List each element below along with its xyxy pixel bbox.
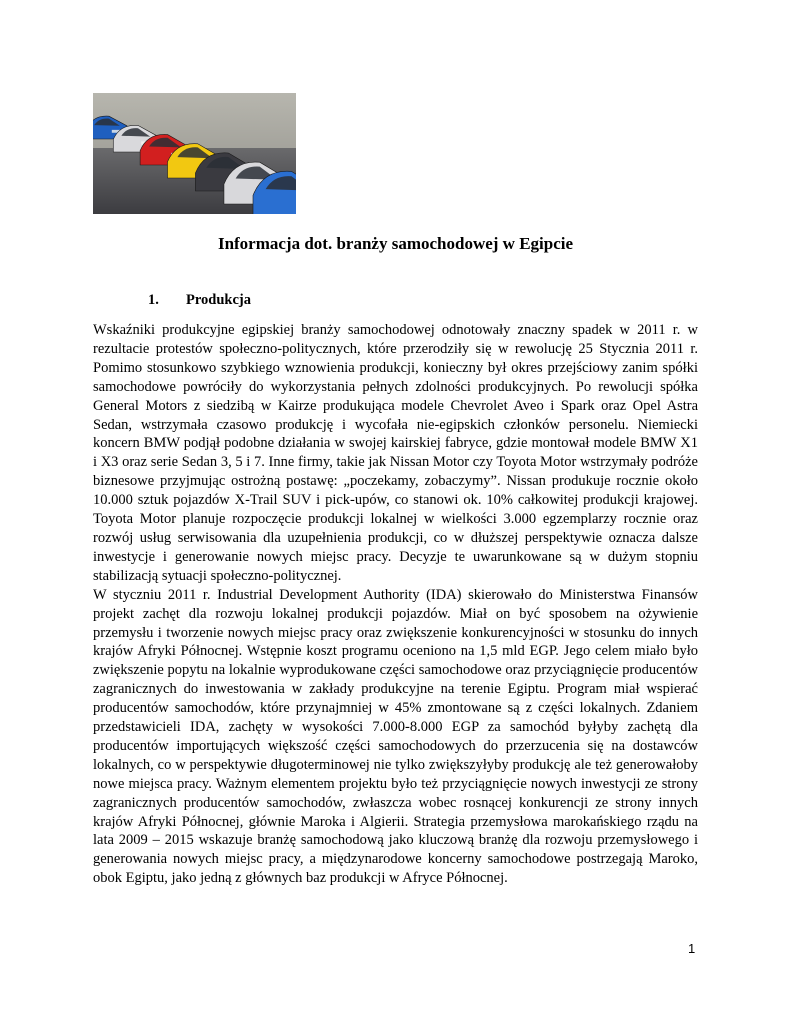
section-heading — [148, 290, 251, 310]
paragraph: W styczniu 2011 r. Industrial Development Authority (IDA) skierowało do Ministerstwa Finansów projekt zachęt dla rozwoju lokalnej produkcji pojazdów. Miał on być sposobem na ożywienie przemysłu i tworzenie nowych miejsc pracy oraz zwiększenie konkurencyjności w stosunku do innych krajów Afryki Północnej. Wstępnie koszt programu oceniono na 1,5 mld EGP. Jego celem miało było zwiększenie popytu na lokalnie wyprodukowane części samochodowe oraz przyciągnięcie producentów zagranicznych do inwestowania w zakłady produkcyjne na terenie Egiptu. Program miał wspierać producentów samochodów, które przynajmniej w 45% zmontowane są z części lokalnych. Zdaniem przedstawicieli IDA, zachęty w wysokości 7.000-8.000 EGP za samochód byłyby zachętą dla producentów importujących większość części samochodowych do przerzucenia się na dostawców lokalnych, co w perspektywie długoterminowej nie tylko zwiększyłyby produkcję ale też generowałoby nowe miejsca pracy. Ważnym elementem projektu było też przyciągnięcie nowych inwestycji ze strony zagranicznych producentów samochodów, zwłaszcza wobec rosnącej konkurencji ze strony innych krajów Afryki Północnej, głównie Maroka i Algierii. Strategia przemysłowa marokańskiego rządu na lata 2009 – 2015 wskazuje branżę samochodową jako kluczową branżę dla rozwoju przemysłowego i generowania nowych miejsc pracy, a międzynarodowe koncerny samochodowe postrzegają Maroko, obok Egiptu, jako jedną z głównych baz produkcji w Afryce Północnej. — [93, 586, 698, 887]
parked-cars-photo — [93, 93, 296, 214]
page-number: 1 — [688, 941, 696, 956]
paragraph: Wskaźniki produkcyjne egipskiej branży samochodowej odnotowały znaczny spadek w 2011 r. w rezultacie protestów społeczno-politycznych, które przerodziły się w rewolucję 25 Stycznia 2011 r. Pomimo stosunkowo szybkiego wznowienia produkcji, konieczny był okres przejściowy zanim spółki samochodowe powróciły do wykorzystania pełnych zdolności produkcyjnych. Po rewolucji spółka General Motors z siedzibą w Kairze produkująca modele Chevrolet Aveo i Spark oraz Opel Astra Sedan, wstrzymała czasowo produkcję i wycofała nie-egipskich członków personelu. Niemiecki koncern BMW podjął podobne działania w swojej kairskiej fabryce, gdzie montował modele BMW X1 i X3 oraz serie Sedan 3, 5 i 7. Inne firmy, takie jak Nissan Motor czy Toyota Motor wstrzymały podróże biznesowe przyjmując ostrożną postawę: „poczekamy, zobaczymy”. Nissan produkuje rocznie około 10.000 sztuk pojazdów X-Trail SUV i pick-upów, co stanowi ok. 10% całkowitej produkcji krajowej. Toyota Motor planuje rozpoczęcie produkcji lokalnej w wielkości 3.000 egzemplarzy rocznie oraz rozwój usług serwisowania dla uzupełnienia produkcji, co w dłuższej perspektywie oznacza dalsze inwestycje i generowanie nowych miejsc pracy. Decyzje te uwarunkowane są w dużym stopniu stabilizacją sytuacji społeczno-politycznej. — [93, 322, 698, 584]
section-number: 1. — [148, 292, 159, 308]
body-text — [93, 321, 698, 888]
section-title: Produkcja — [186, 292, 251, 308]
document-title: Informacja dot. branży samochodowej w Egipcie — [217, 234, 574, 253]
